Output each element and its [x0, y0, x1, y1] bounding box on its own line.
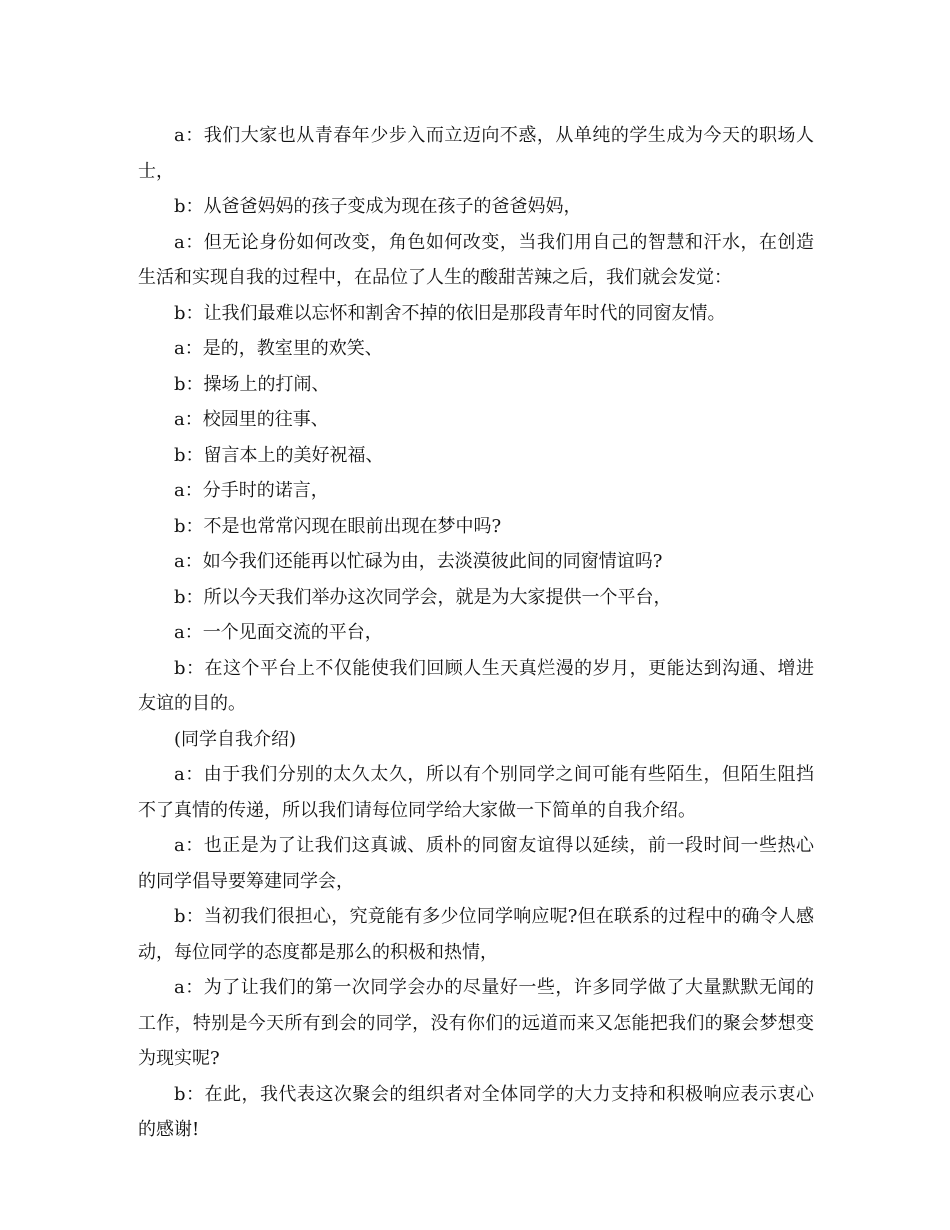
- paragraph: a：也正是为了让我们这真诚、质朴的同窗友谊得以延续，前一段时间一些热心的同学倡导要筹建同学会，: [138, 835, 814, 892]
- paragraph: b：当初我们很担心，究竟能有多少位同学响应呢?但在联系的过程中的确令人感动，每位同学的态度都是那么的积极和热情，: [138, 906, 814, 963]
- paragraph: b：在这个平台上不仅能使我们回顾人生天真烂漫的岁月，更能达到沟通、增进友谊的目的。: [138, 657, 814, 714]
- paragraph: a：由于我们分别的太久太久，所以有个别同学之间可能有些陌生，但陌生阻挡不了真情的传递，所以我们请每位同学给大家做一下简单的自我介绍。: [138, 764, 814, 821]
- paragraph: b：在此，我代表这次聚会的组织者对全体同学的大力支持和积极响应表示衷心的感谢!: [138, 1083, 814, 1140]
- paragraph: b：所以今天我们举办这次同学会，就是为大家提供一个平台，: [174, 586, 672, 608]
- paragraph: a：一个见面交流的平台，: [174, 622, 383, 643]
- paragraph: a：我们大家也从青春年少步入而立迈向不惑，从单纯的学生成为今天的职场人士，: [138, 125, 814, 182]
- paragraph: (同学自我介绍): [174, 728, 297, 750]
- paragraph: a：但无论身份如何改变，角色如何改变，当我们用自己的智慧和汗水，在创造生活和实现自我的过程中，在品位了人生的酸甜苦辣之后，我们就会发觉：: [138, 231, 814, 288]
- paragraph: a：是的，教室里的欢笑、: [174, 338, 383, 359]
- paragraph: b：从爸爸妈妈的孩子变成为现在孩子的爸爸妈妈，: [174, 196, 582, 217]
- paragraph: a：校园里的往事、: [174, 409, 329, 430]
- paragraph: b：让我们最难以忘怀和割舍不掉的依旧是那段青年时代的同窗友情。: [174, 302, 726, 324]
- paragraph: b：留言本上的美好祝福、: [174, 444, 384, 466]
- paragraph: a：如今我们还能再以忙碌为由，去淡漠彼此间的同窗情谊吗?: [174, 551, 663, 572]
- paragraph: b：操场上的打闹、: [174, 373, 330, 395]
- paragraph: a：分手时的诺言，: [174, 480, 329, 501]
- document-body: [138, 118, 814, 1148]
- paragraph: a：为了让我们的第一次同学会办的尽量好一些，许多同学做了大量默默无闻的工作，特别是今天所有到会的同学，没有你们的远道而来又怎能把我们的聚会梦想变为现实呢?: [138, 977, 814, 1069]
- paragraph: b：不是也常常闪现在眼前出现在梦中吗?: [174, 515, 502, 537]
